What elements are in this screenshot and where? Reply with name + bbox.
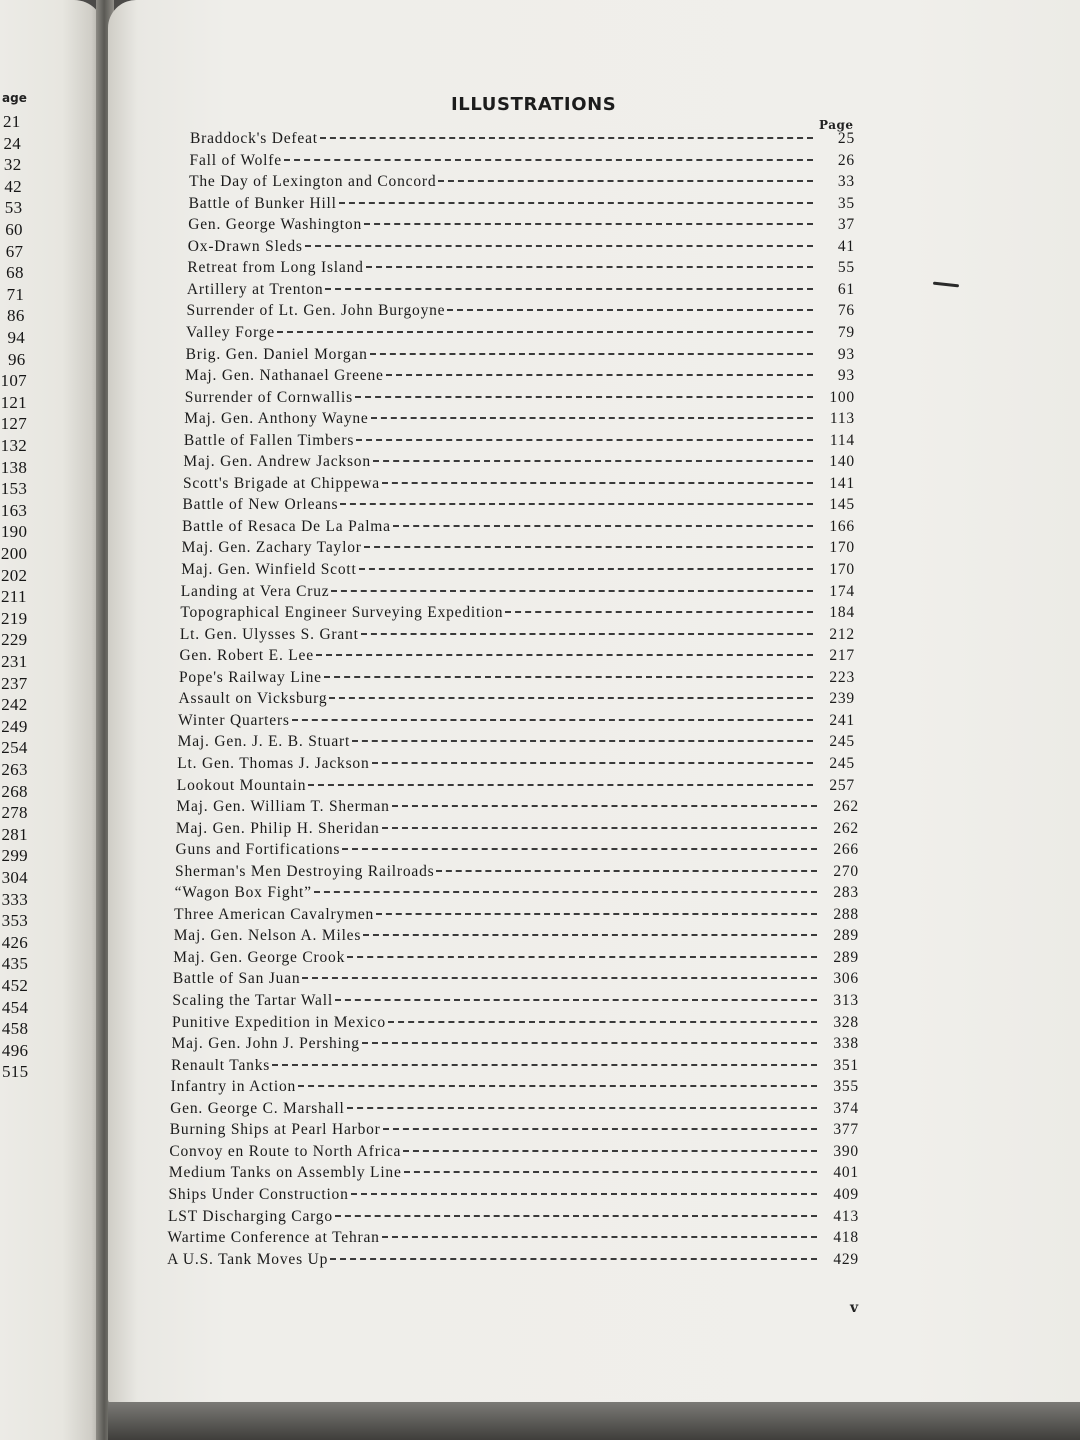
illustration-title: Pope's Railway Line [179, 668, 322, 686]
illustration-title: Battle of New Orleans [182, 496, 339, 514]
illustration-page-number: 114 [829, 431, 855, 449]
dot-leader [383, 1128, 817, 1130]
left-page-number: 249 [1, 716, 28, 736]
list-item [186, 346, 855, 367]
illustration-title: Fall of Wolfe [189, 151, 282, 169]
left-page-number: 68 [6, 263, 24, 283]
dot-leader [363, 934, 817, 936]
left-page-number: 138 [0, 457, 28, 477]
dot-leader [329, 697, 813, 699]
dot-leader [376, 913, 817, 915]
left-page-number: 268 [1, 781, 28, 801]
dot-leader [362, 1042, 817, 1044]
illustration-title: Maj. Gen. Winfield Scott [181, 561, 357, 578]
illustration-page-number: 270 [833, 862, 859, 880]
left-page-number: 219 [1, 608, 28, 628]
illustration-page-number: 266 [833, 841, 859, 859]
left-page-number: 200 [0, 544, 28, 563]
illustration-title: Burning Ships at Pearl Harbor [169, 1121, 381, 1139]
list-item [188, 238, 855, 259]
illustration-title: LST Discharging Cargo [168, 1207, 333, 1225]
left-page-number: 132 [0, 436, 28, 455]
dot-leader [392, 805, 817, 807]
illustration-page-number: 166 [829, 517, 855, 535]
illustration-title: Maj. Gen. William T. Sherman [176, 798, 390, 816]
list-item [187, 281, 855, 302]
left-page-number: 202 [0, 565, 28, 585]
illustration-title: Gen. Robert E. Lee [179, 647, 314, 665]
illustration-page-number: 170 [829, 539, 855, 557]
left-page-number: 299 [1, 846, 28, 866]
dot-leader [305, 245, 813, 247]
list-item [180, 604, 855, 625]
dot-leader [366, 266, 813, 268]
dot-leader [342, 848, 817, 850]
dot-leader [372, 762, 813, 764]
dot-leader [325, 288, 813, 290]
list-item [184, 432, 855, 453]
illustration-title: Surrender of Lt. Gen. John Burgoyne [186, 302, 446, 320]
illustration-title: Maj. Gen. Zachary Taylor [181, 539, 362, 557]
dot-leader [355, 396, 813, 398]
illustration-page-number: 245 [829, 754, 855, 772]
illustration-page-number: 418 [833, 1229, 859, 1247]
dot-leader [371, 417, 813, 419]
illustration-title: Maj. Gen. Andrew Jackson [183, 453, 371, 471]
list-item [183, 453, 855, 474]
dot-leader [347, 1107, 817, 1109]
list-item [182, 539, 855, 560]
left-page-number: 454 [1, 997, 29, 1017]
dot-leader [447, 309, 813, 311]
illustration-page-number: 26 [837, 151, 855, 169]
left-page-number: 211 [0, 587, 27, 607]
list-item [181, 561, 855, 582]
left-page-number: 242 [1, 695, 28, 715]
illustration-page-number: 429 [833, 1250, 859, 1268]
list-item [190, 130, 855, 151]
illustration-page-number: 306 [833, 970, 859, 988]
list-item [170, 1121, 859, 1142]
illustration-title: Medium Tanks on Assembly Line [168, 1164, 402, 1182]
list-item [178, 712, 855, 733]
dot-leader [308, 784, 813, 786]
dot-leader [382, 482, 813, 484]
left-page-number: 107 [0, 371, 27, 391]
left-page-number: 231 [1, 652, 28, 671]
dot-leader [316, 654, 813, 656]
left-page-number: 71 [6, 284, 25, 304]
dot-leader [302, 977, 817, 979]
dot-leader [356, 439, 813, 441]
dot-leader [298, 1085, 817, 1087]
list-item [180, 626, 855, 647]
list-item [175, 884, 859, 905]
illustration-page-number: 217 [829, 647, 855, 665]
dot-leader [352, 740, 813, 742]
illustration-title: Maj. Gen. Philip H. Sheridan [175, 819, 380, 837]
illustration-page-number: 174 [829, 582, 855, 600]
list-item [167, 1251, 859, 1272]
list-item [169, 1143, 859, 1164]
dot-leader [284, 159, 813, 161]
illustration-title: Punitive Expedition in Mexico [171, 1013, 386, 1031]
left-page-number: 426 [1, 932, 29, 952]
list-item [178, 733, 855, 754]
illustration-title: Three American Cavalrymen [174, 905, 375, 923]
dot-leader [364, 223, 813, 225]
illustration-title: The Day of Lexington and Concord [189, 173, 437, 191]
illustration-page-number: 184 [829, 604, 855, 622]
list-item [187, 259, 855, 280]
dot-leader [335, 1215, 817, 1217]
illustration-title: Artillery at Trenton [186, 280, 324, 298]
left-page-number: 254 [1, 738, 28, 758]
list-item [172, 1014, 859, 1035]
list-item [170, 1100, 859, 1121]
dot-leader [277, 331, 813, 333]
illustration-title: Battle of Resaca De La Palma [182, 517, 391, 535]
dot-leader [386, 374, 813, 376]
illustration-title: Convoy en Route to North Africa [169, 1142, 402, 1160]
left-page-number: 67 [5, 241, 24, 261]
left-page-number: 24 [3, 133, 22, 153]
illustration-title: Brig. Gen. Daniel Morgan [185, 345, 368, 363]
illustration-page-number: 288 [833, 905, 859, 923]
left-page-number: 435 [1, 954, 29, 974]
dot-leader [438, 180, 813, 182]
list-item [181, 583, 855, 604]
illustration-page-number: 351 [833, 1056, 859, 1074]
illustration-title: Ox-Drawn Sleds [187, 237, 303, 255]
list-item [190, 152, 855, 173]
dot-leader [393, 525, 813, 527]
illustration-page-number: 289 [833, 948, 859, 966]
dot-leader [340, 503, 813, 505]
list-item [186, 302, 855, 323]
list-item [179, 647, 855, 668]
illustration-title: Battle of Bunker Hill [188, 194, 337, 212]
left-page-number: 496 [1, 1040, 29, 1060]
illustration-page-number: 355 [833, 1078, 859, 1096]
list-item [185, 389, 855, 410]
illustration-title: Guns and Fortifications [175, 841, 341, 859]
list-item [174, 906, 859, 927]
illustration-page-number: 35 [837, 194, 855, 212]
illustration-page-number: 79 [837, 323, 855, 341]
illustration-title: Winter Quarters [178, 711, 290, 729]
dot-leader [272, 1064, 817, 1066]
illustration-page-number: 245 [829, 733, 855, 751]
list-item [168, 1186, 859, 1207]
illustration-page-number: 212 [829, 625, 855, 643]
illustration-page-number: 239 [829, 690, 855, 708]
illustration-title: Sherman's Men Destroying Railroads [175, 862, 435, 880]
left-page-number: 333 [1, 889, 29, 909]
illustration-title: Assault on Vicksburg [178, 690, 328, 708]
list-item [168, 1208, 859, 1229]
dot-leader [335, 999, 817, 1001]
illustration-title: Wartime Conference at Tehran [167, 1229, 380, 1247]
dot-leader [373, 460, 813, 462]
illustration-title: Maj. Gen. George Crook [173, 948, 346, 966]
illustration-page-number: 262 [833, 819, 859, 837]
illustration-page-number: 93 [837, 345, 855, 363]
illustration-title: Landing at Vera Cruz [180, 582, 330, 600]
dot-leader [351, 1193, 817, 1195]
list-item [184, 410, 855, 431]
list-item [168, 1229, 859, 1250]
illustration-page-number: 33 [837, 173, 855, 191]
illustration-page-number: 113 [829, 410, 855, 428]
list-item [189, 173, 855, 194]
illustration-title: Maj. Gen. John J. Pershing [171, 1035, 360, 1053]
left-page-number: 86 [7, 306, 25, 326]
list-item [183, 475, 855, 496]
dot-leader [436, 870, 817, 872]
list-item [175, 863, 859, 884]
illustration-page-number: 140 [829, 453, 855, 471]
dot-leader [347, 956, 817, 958]
list-item [171, 1078, 859, 1099]
left-page-number: 452 [1, 976, 29, 995]
left-page-number: 96 [7, 349, 26, 369]
illustration-title: Lt. Gen. Thomas J. Jackson [177, 754, 370, 772]
dot-leader [505, 611, 813, 613]
left-page-number: 190 [0, 522, 28, 542]
list-item [186, 324, 855, 345]
left-page-number: 153 [0, 479, 28, 499]
page-bottom-shadow [108, 1402, 1080, 1440]
dot-leader [359, 568, 813, 570]
dot-leader [388, 1021, 817, 1023]
list-item [172, 992, 859, 1013]
dot-leader [314, 891, 817, 893]
illustration-title: Scaling the Tartar Wall [172, 992, 333, 1009]
illustration-title: A U.S. Tank Moves Up [167, 1250, 329, 1268]
list-item [179, 669, 855, 690]
left-page-number: 127 [0, 414, 28, 434]
illustration-page-number: 141 [829, 474, 855, 492]
left-page-number: 121 [0, 392, 27, 412]
illustration-title: Lt. Gen. Ulysses S. Grant [179, 625, 359, 643]
list-item [171, 1057, 859, 1078]
illustration-page-number: 401 [833, 1164, 859, 1182]
illustration-page-number: 328 [833, 1013, 859, 1031]
left-page-number: 278 [1, 803, 28, 823]
illustration-title: Retreat from Long Island [187, 259, 364, 277]
dot-leader [382, 1236, 817, 1238]
left-page-number: 458 [1, 1019, 29, 1039]
dot-leader [370, 353, 813, 355]
illustration-title: Battle of Fallen Timbers [183, 431, 355, 449]
illustration-title: Maj. Gen. Nathanael Greene [185, 367, 384, 385]
list-item [173, 949, 859, 970]
list-item [173, 970, 859, 991]
illustration-title: Maj. Gen. Anthony Wayne [184, 410, 369, 428]
left-page-number: 32 [3, 155, 22, 175]
illustration-page-number: 145 [829, 496, 855, 514]
illustration-page-number: 409 [833, 1185, 859, 1203]
list-item [176, 820, 859, 841]
illustration-title: Scott's Brigade at Chippewa [182, 474, 380, 492]
dot-leader [324, 676, 813, 678]
illustration-title: Valley Forge [186, 323, 275, 341]
list-item [174, 927, 859, 948]
list-item [177, 755, 855, 776]
illustration-title: Gen. George C. Marshall [170, 1099, 345, 1117]
list-item [176, 798, 859, 819]
dot-leader [320, 137, 813, 139]
illustration-title: Maj. Gen. J. E. B. Stuart [177, 733, 351, 751]
list-item [179, 690, 855, 711]
illustration-page-number: 223 [829, 668, 855, 686]
left-page [0, 0, 104, 1440]
illustration-page-number: 93 [837, 367, 855, 385]
page-title: ILLUSTRATIONS [451, 94, 617, 115]
illustration-title: Gen. George Washington [188, 216, 362, 234]
dot-leader [330, 1258, 817, 1260]
left-page-number: 515 [1, 1062, 29, 1082]
illustration-page-number: 338 [833, 1035, 859, 1053]
list-item [172, 1035, 859, 1056]
dot-leader [404, 1171, 817, 1173]
illustration-page-number: 170 [829, 561, 855, 578]
illustration-title: “Wagon Box Fight” [174, 884, 312, 902]
left-page-number: 42 [4, 176, 22, 196]
dot-leader [292, 719, 813, 721]
dot-leader [403, 1150, 817, 1152]
illustration-title: Braddock's Defeat [190, 130, 318, 147]
illustration-page-number: 25 [837, 130, 855, 147]
left-page-number: 94 [7, 328, 26, 347]
illustration-page-number: 262 [833, 798, 859, 816]
illustration-page-number: 374 [833, 1099, 859, 1117]
illustration-page-number: 257 [829, 776, 855, 794]
illustration-title: Surrender of Cornwallis [184, 388, 353, 406]
illustration-title: Ships Under Construction [168, 1185, 349, 1203]
list-item [182, 518, 855, 539]
left-page-number: 263 [1, 760, 28, 779]
left-page-number: 237 [1, 673, 28, 693]
left-page-number: 60 [5, 220, 23, 239]
left-page-column-label: age [2, 91, 27, 105]
illustration-page-number: 37 [837, 216, 855, 234]
left-page-number: 229 [1, 630, 28, 650]
illustration-page-number: 377 [833, 1121, 859, 1139]
list-item [175, 841, 859, 862]
illustration-page-number: 241 [829, 711, 855, 729]
illustration-page-number: 390 [833, 1142, 859, 1160]
list-item [185, 367, 855, 388]
illustration-title: Renault Tanks [171, 1056, 271, 1074]
page-column-label: Page [819, 118, 854, 132]
list-item [188, 216, 855, 237]
dot-leader [339, 202, 813, 204]
illustration-title: Infantry in Action [170, 1078, 297, 1096]
left-page-number: 21 [3, 112, 21, 131]
left-page-number: 353 [1, 911, 29, 931]
illustration-title: Battle of San Juan [172, 970, 301, 988]
illustration-page-number: 61 [837, 280, 855, 298]
list-item [189, 195, 855, 216]
illustration-page-number: 41 [837, 237, 855, 255]
left-page-number: 53 [4, 198, 23, 218]
illustration-title: Topographical Engineer Surveying Expedition [180, 604, 504, 622]
list-item [169, 1164, 859, 1185]
illustration-page-number: 313 [833, 992, 859, 1009]
illustration-page-number: 289 [833, 927, 859, 945]
illustration-title: Lookout Mountain [176, 776, 307, 794]
dot-leader [361, 633, 813, 635]
dot-leader [382, 827, 817, 829]
illustration-page-number: 100 [829, 388, 855, 406]
illustration-page-number: 283 [833, 884, 859, 902]
left-page-number: 304 [1, 868, 28, 887]
page-folio: v [850, 1300, 859, 1316]
dot-leader [331, 590, 813, 592]
illustration-title: Maj. Gen. Nelson A. Miles [173, 927, 362, 945]
list-item [177, 777, 855, 798]
left-page-number: 281 [1, 824, 28, 844]
illustration-page-number: 413 [833, 1207, 859, 1225]
illustration-page-number: 76 [837, 302, 855, 320]
illustration-page-number: 55 [837, 259, 855, 277]
list-item [183, 496, 855, 517]
dot-leader [364, 546, 813, 548]
left-page-number: 163 [0, 500, 28, 520]
